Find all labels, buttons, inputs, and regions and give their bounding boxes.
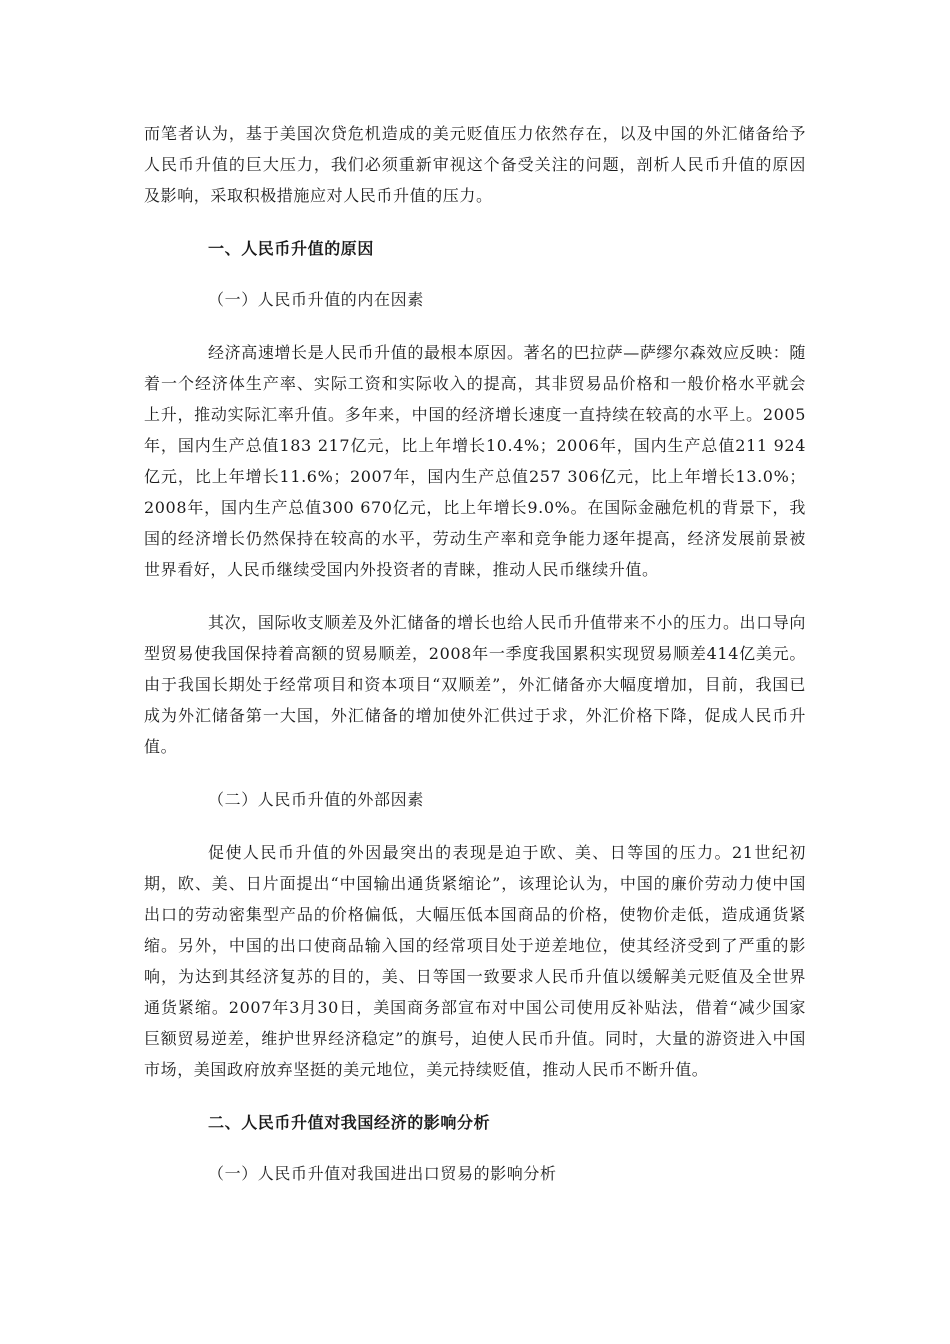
subsection-heading-external-factors: （二）人民币升值的外部因素 bbox=[208, 790, 424, 809]
spacer bbox=[144, 585, 806, 607]
spacer bbox=[144, 762, 806, 784]
spacer bbox=[144, 1138, 806, 1158]
trade-surplus-paragraph: 其次，国际收支顺差及外汇储备的增长也给人民币升值带来不小的压力。出口导向型贸易使我国保持着高额的贸易顺差，2008年一季度我国累积实现贸易顺差414亿美元。由于我国长期处于经常项目和资本项目“双顺差”，外汇储备亦大幅度增加，目前，我国已成为外汇储备第一大国，外汇储备的增加使外汇供过于求，外汇价格下降，促成人民币升值。 bbox=[144, 613, 806, 756]
intro-paragraph: 而笔者认为，基于美国次贷危机造成的美元贬值压力依然存在，以及中国的外汇储备给予人民币升值的巨大压力，我们必须重新审视这个备受关注的问题，剖析人民币升值的原因及影响，采取积极措施应对人民币升值的压力。 bbox=[144, 124, 806, 205]
subsection-heading-internal-factors: （一）人民币升值的内在因素 bbox=[208, 290, 424, 309]
spacer bbox=[144, 1085, 806, 1107]
section-heading-causes: 一、人民币升值的原因 bbox=[208, 239, 375, 258]
document-page bbox=[144, 118, 806, 1189]
external-pressure-paragraph: 促使人民币升值的外因最突出的表现是迫于欧、美、日等国的压力。21世纪初期，欧、美、日片面提出“中国输出通货紧缩论”，该理论认为，中国的廉价劳动力使中国出口的劳动密集型产品的价格偏低，大幅压低本国商品的价格，使物价走低，造成通货紧缩。另外，中国的出口使商品输入国的经常项目处于逆差地位，使其经济受到了严重的影响，为达到其经济复苏的目的，美、日等国一致要求人民币升值以缓解美元贬值及全世界通货紧缩。2007年3月30日，美国商务部宣布对中国公司使用反补贴法，借着“减少国家巨额贸易逆差，维护世界经济稳定”的旗号，迫使人民币升值。同时，大量的游资进入中国市场，美国政府放弃坚挺的美元地位，美元持续贬值，推动人民币不断升值。 bbox=[144, 843, 806, 1079]
economic-growth-paragraph: 经济高速增长是人民币升值的最根本原因。著名的巴拉萨—萨缪尔森效应反映：随着一个经济体生产率、实际工资和实际收入的提高，其非贸易品价格和一般价格水平就会上升，推动实际汇率升值。多年来，中国的经济增长速度一直持续在较高的水平上。2005年，国内生产总值183 217亿元，比上年增长10.4%；2006年，国内生产总值211 924亿元，比上年增长11.6%；2007年，国内生产总值257 306亿元，比上年增长13.0%；2008年，国内生产总值300 670亿元，比上年增长9.0%。在国际金融危机的背景下，我国的经济增长仍然保持在较高的水平，劳动生产率和竞争能力逐年提高，经济发展前景被世界看好，人民币继续受国内外投资者的青睐，推动人民币继续升值。 bbox=[144, 343, 806, 579]
section-heading-impact-analysis: 二、人民币升值对我国经济的影响分析 bbox=[208, 1113, 491, 1132]
spacer bbox=[144, 211, 806, 233]
spacer bbox=[144, 315, 806, 337]
spacer bbox=[144, 264, 806, 284]
subsection-heading-trade-impact: （一）人民币升值对我国进出口贸易的影响分析 bbox=[208, 1164, 557, 1183]
spacer bbox=[144, 815, 806, 837]
